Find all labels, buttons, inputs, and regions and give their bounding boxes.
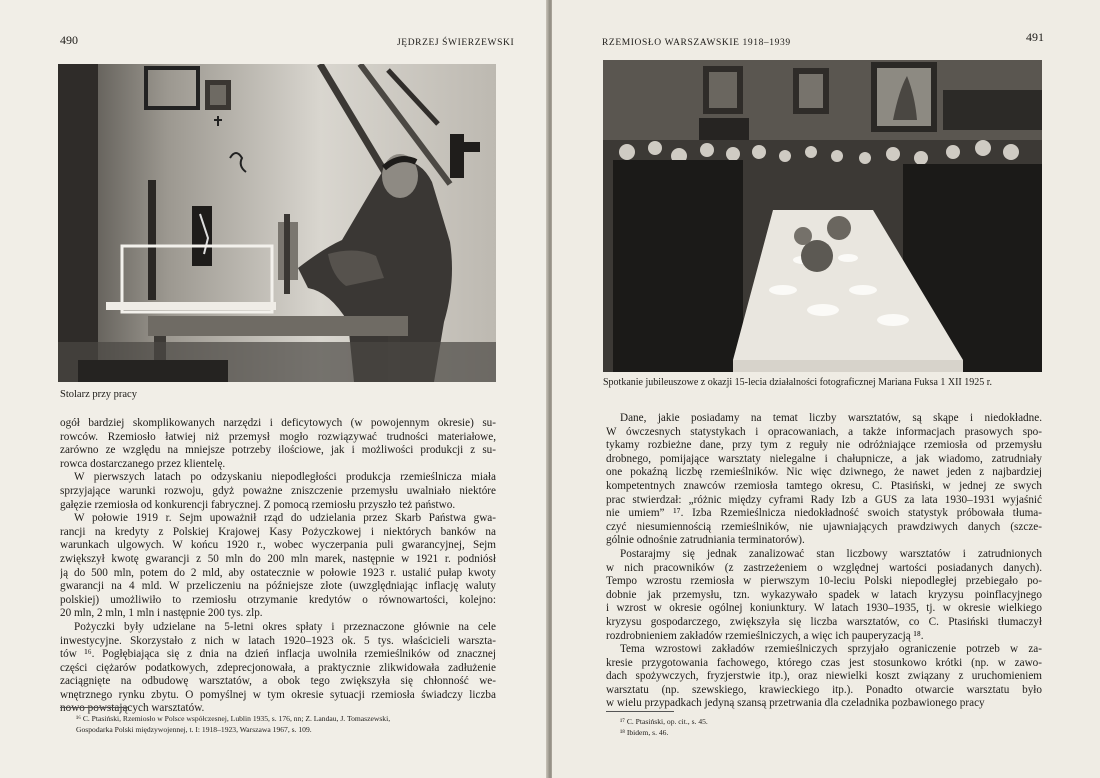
- text-line: kompetentnych znawców rzemiosła tamtego okresu, C. Ptasiński, w jednej ze swych: [606, 479, 1042, 492]
- text-line: tów ¹⁶. Pogłębiająca się z dnia na dzień inflacja uwolniła rzemieślników od znacznej: [60, 648, 496, 661]
- paragraph: [60, 471, 496, 512]
- text-line: tykamy rozbieżne dane, przy tym z reguły nie odróżniające rzemiosła od przemysłu: [606, 439, 1042, 452]
- paragraph: [606, 643, 1042, 711]
- text-line: Pożyczki były udzielane na 5-letni okres spłaty i przeznaczone głównie na cele: [74, 620, 496, 633]
- footnotes-right: [620, 717, 708, 738]
- text-line: nowo powstających warsztatów.: [60, 702, 205, 715]
- paragraph: [606, 412, 1042, 548]
- text-line: nie umiem” ¹⁷. Izba Rzemieślnicza niedokładność swoich statystyk próbowała tłuma-: [606, 507, 1042, 520]
- text-line: i wzrost w okresie ogólnej koniunktury. W latach 1930–1935, tj. w okresie wielkiego: [606, 602, 1042, 615]
- text-line: warunkach ulgowych. W końcu 1920 r., wobec wyczerpania puli gwarancyjnej, Sejm: [60, 539, 496, 552]
- text-line: rowca dostarczanego przez klientelę.: [60, 457, 226, 470]
- text-line: Tema wzrostowi zakładów rzemieślniczych sprzyjało ograniczenie potrzeb w za-: [620, 643, 1042, 656]
- photo-carpenter-at-work: [58, 64, 496, 382]
- text-line: zaciągnięte na odbudowę warsztatów, a obok tego zwiększyła się chłonność we-: [60, 675, 496, 688]
- footnote-18: ¹⁸ Ibidem, s. 46.: [620, 727, 669, 737]
- text-line: prac stwierdzał: „różnic między cyframi Rady Izb a GUS za lata 1930–1931 wyjaśnić: [606, 493, 1042, 506]
- text-line: polskiej) umożliwiło to rzemiosłu otrzymanie kredytów o równowartości, kolejno:: [60, 593, 496, 606]
- page-number-left: 490: [60, 33, 78, 47]
- paragraph: [606, 548, 1042, 643]
- text-line: dobnie jak przemysłu, tzn. wykazywało spadek w latach kryzysu poinflacyjnego: [606, 588, 1042, 601]
- text-line: Tempo wzrostu rzemiosła w pierwszym 10-leciu Polski niepodległej przebiegało po-: [606, 575, 1042, 588]
- running-head-right: RZEMIOSŁO WARSZAWSKIE 1918–1939: [602, 38, 791, 48]
- footnote-17: ¹⁷ C. Ptasiński, op. cit., s. 45.: [620, 717, 708, 726]
- text-line: w nich pracowników (z zastrzeżeniem o względnej wartości posiadanych danych).: [606, 561, 1042, 574]
- footnote-rule-right: [606, 711, 674, 712]
- footnote-rule-left: [60, 707, 128, 708]
- text-line: zarówno ze względu na mniejsze potrzeby ilościowe, jak i możliwości produkcji z su-: [60, 444, 496, 457]
- text-line: części ciężarów podatkowych, zdeprecjonowała, a praktycznie zlikwidowała zadłużenie: [60, 661, 496, 674]
- page-number-right: 491: [1026, 30, 1044, 44]
- text-line: kryzysu gospodarczego, zwiększyła się liczba warsztatów, co C. Ptasiński tłumaczył: [606, 615, 1042, 628]
- text-line: inwestycyjne. Skorzystało z nich w latach 1920–1923 ok. 5 tys. właścicieli warszta-: [60, 634, 496, 647]
- footnotes-left: [76, 714, 390, 735]
- text-line: w wielu przypadkach jedyną szansą przetrwania dla czeladnika pozbawionego pracy: [606, 697, 985, 710]
- paragraph: [60, 621, 496, 716]
- text-line: gólnie odnośnie zatrudniania terminatorów).: [606, 534, 805, 547]
- paragraph: [60, 512, 496, 621]
- text-line: 20 mln, 2 mln, 1 mln i następnie 200 tys. zlp.: [60, 607, 263, 620]
- footnote-16-line2: Gospodarka Polski międzywojennej, t. I: 1918–1923, Warszawa 1967, s. 109.: [76, 724, 312, 734]
- text-line: czyć niesumiennością rzemieślników, nie ujawniających prawdziwych danych (szcze-: [606, 520, 1042, 533]
- text-line: gałęzie rzemiosła od konkurencji fabrycznej. Z pomocą rzemiosłu przyszło też państwo.: [60, 498, 456, 511]
- footnote-16-line1: ¹⁶ C. Ptasiński, Rzemiosło w Polsce współczesnej, Lublin 1935, s. 176, nn; Z. Landau, J. Tomaszewski,: [76, 714, 391, 723]
- text-line: W pierwszych latach po odzyskaniu niepodległości produkcja rzemieślnicza miała: [74, 471, 496, 484]
- text-line: gwarancji na 4 mld. W przeliczeniu na późniejsze złote (uwzględniając inflację waluty: [60, 580, 496, 593]
- text-line: ją do 500 mln, potem do 2 mld, aby ostatecznie w połowie 1923 r. ustalić pułap kwoty: [60, 566, 496, 579]
- text-line: rancji na kredyty z Polskiej Krajowej Kasy Pożyczkowej i niektórych banków na: [60, 525, 496, 538]
- text-line: zwiększył kwotę gwarancji z 50 mln do 200 mln marek, następnie w 1921 r. podniósł: [60, 552, 496, 565]
- text-line: one pokaźną liczbę rzemieślników. Nic więc dziwnego, że nawet jeden z najbardziej: [606, 466, 1042, 479]
- text-line: wnętrznego rynku zbytu. O pomyślnej w tym okresie sytuacji rzemiosła świadczy liczba: [60, 688, 496, 701]
- text-line: dach spożywczych, fryzjerstwie itp.), oraz niewielki koszt związany z uruchomieniem: [606, 670, 1042, 683]
- body-text-left: [60, 417, 496, 716]
- text-line: ogół bardziej skomplikowanych narzędzi i deficytowych (w powojennym okresie) su-: [60, 417, 496, 429]
- text-line: sprzyjające warunki rozwoju, gdyż poważne zniszczenie przemysłu uwalniało niektóre: [60, 484, 496, 497]
- text-line: kresie przygotowania fachowego, którego czas jest stosunkowo krótki (np. w zawo-: [606, 656, 1042, 669]
- paragraph: [60, 417, 496, 471]
- text-line: rozdrobnieniem zakładów rzemieślniczych, a więc ich pauperyzacją ¹⁸.: [606, 629, 924, 642]
- text-line: rowców. Rzemiosło łatwiej niż przemysł mogło rozwiązywać trudności materiałowe,: [60, 430, 496, 443]
- photo-caption-left: Stolarz przy pracy: [60, 389, 137, 400]
- text-line: W połowie 1919 r. Sejm upoważnił rząd do udzielania przez Skarb Państwa gwa-: [74, 512, 496, 525]
- running-head-left: JĘDRZEJ ŚWIERZEWSKI: [397, 38, 515, 48]
- right-page: [552, 0, 1100, 778]
- photo-caption-right: Spotkanie jubileuszowe z okazji 15-lecia działalności fotograficznej Mariana Fuksa 1 XII 1925 r.: [603, 377, 993, 388]
- text-line: Dane, jakie posiadamy na temat liczby warsztatów, są skąpe i niedokładne.: [620, 412, 1042, 424]
- text-line: warsztatu (np. szewskiego, krawieckiego itp.). Ponadto otwarcie warsztatu było: [606, 683, 1042, 696]
- photo-jubilee-banquet: [603, 60, 1042, 372]
- text-line: Postarajmy się jednak zanalizować stan liczbowy warsztatów i zatrudnionych: [620, 547, 1042, 560]
- left-page: [0, 0, 548, 778]
- text-line: drobnego, pomijające warsztaty nielegalne i chałupnicze, a jak wiadomo, zatrudniały: [606, 452, 1042, 465]
- body-text-right: [606, 412, 1042, 711]
- text-line: W ówczesnych statystykach i opracowaniach, a także informacjach prasowych spo-: [606, 425, 1042, 438]
